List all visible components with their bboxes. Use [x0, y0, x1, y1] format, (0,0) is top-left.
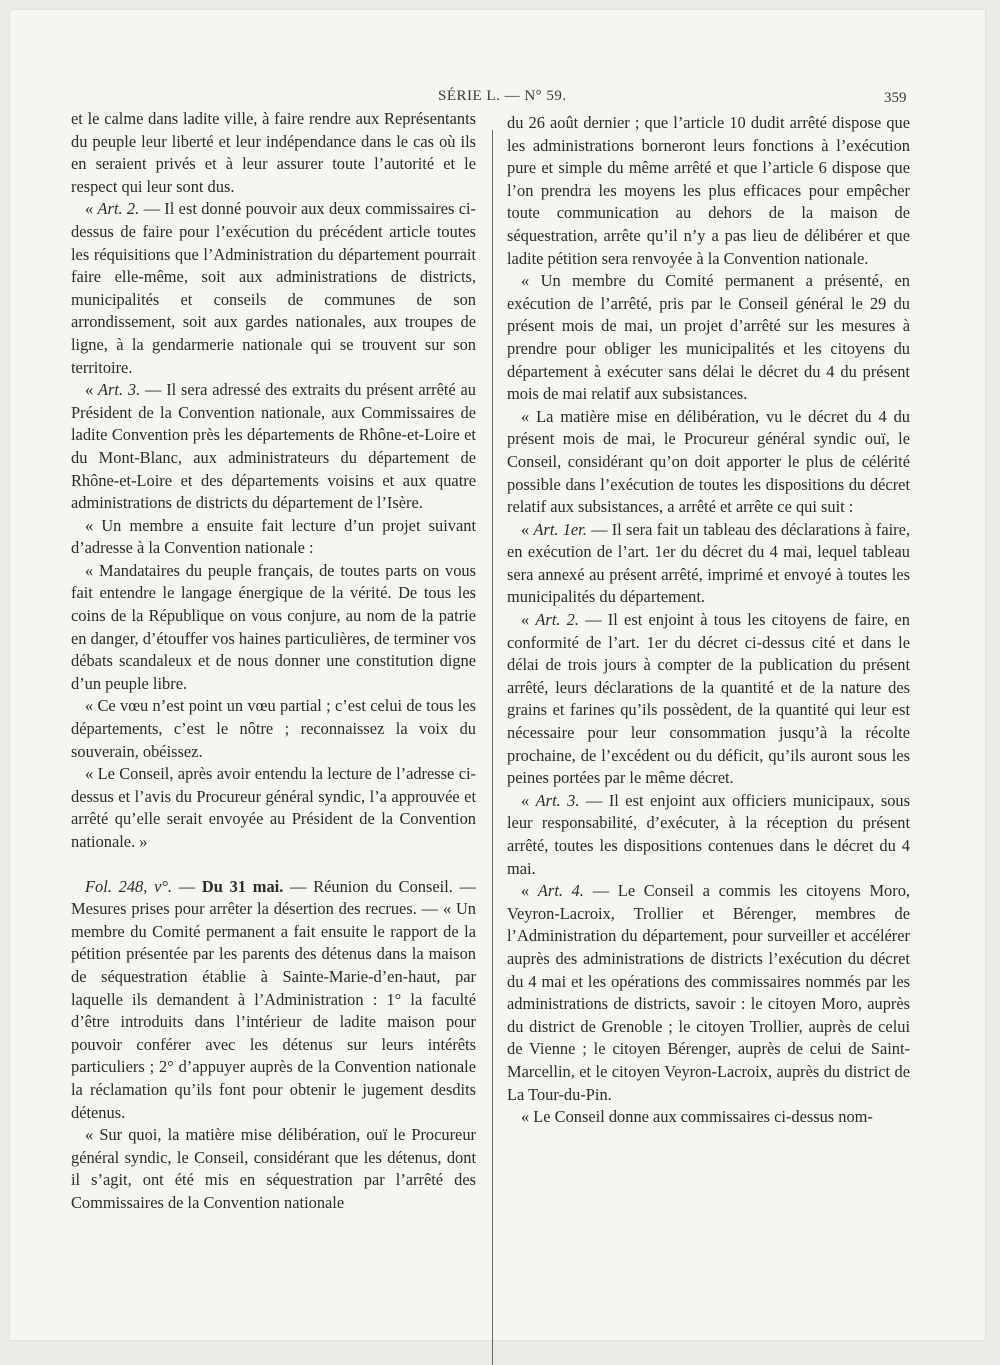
article-number: Art. 1er.: [533, 519, 587, 539]
article-quote: «: [521, 610, 536, 630]
article-quote: «: [521, 881, 538, 901]
paragraph: « La matière mise en délibération, vu le décret du 4 du présent mois de mai, le Procureur général syndic ouï, le Conseil, considérant qu’on doit apporter le plus de célérité possible dans l’exécution de toutes les dispositions du décret relatif aux subsistances, a arrêté et arrête ce qui suit :: [507, 406, 910, 517]
article-quote: «: [85, 380, 99, 400]
paragraph: et le calme dans ladite ville, à faire rendre aux Représentants du peuple leur liberté et leur indépendance dans le cas où ils en seraient privés et à leur assurer toute l’autorité et le respect qui leur sont dus.: [71, 109, 476, 196]
article-quote: «: [521, 519, 534, 539]
article-number: Art. 2.: [535, 610, 579, 630]
article-text: — Il est enjoint à tous les citoyens de faire, en conformité de l’art. 1er du décret ci-dessus cité et dans le délai de trois jours à compter de la publication du présent arrêté, leurs déclarations de la quantité et de la nature des grains et farines qu’ils possèdent, de la quantité qui leur est nécessaire pour leur consommation jusqu’à la récolte prochaine, de l’excédent ou du déficit, qu’ils auront sous les peines portées par le même décret.: [507, 610, 910, 788]
folio-entry: [71, 876, 476, 1125]
paragraph: du 26 août dernier ; que l’article 10 dudit arrêté dispose que les administrations borneront leurs fonctions à l’exécution pure et simple du même arrêté et que l’article 6 dispose que l’on prendra les moyens les plus efficaces pour empêcher toute communication au dehors de la maison de séquestration, arrête qu’il n’y a pas lieu de délibérer et que ladite pétition sera renvoyée à la Convention nationale.: [507, 113, 910, 268]
folio-text: — Réunion du Conseil. — Mesures prises pour arrêter la désertion des recrues. — « Un membre du Comité permanent a fait ensuite le rapport de la pétition présentée par les parents des détenus dans la maison de séquestration établie à Sainte-Marie-d’en-haut, par laquelle ils demandent à l’Administration : 1° la faculté d’être introduits dans l’intérieur de ladite maison pour pouvoir conférer avec les détenus sur leurs intérêts particuliers ; 2° d’appuyer auprès de la Convention nationale la réclamation qu’ils font pour obtenir le jugement desdits détenus.: [71, 876, 476, 1122]
left-column: [71, 108, 476, 1215]
article-paragraph: [507, 880, 910, 1106]
folio-reference: Fol. 248, v°.: [85, 876, 172, 896]
paragraph: « Le Conseil donne aux commissaires ci-dessus nom-: [521, 1107, 873, 1127]
article-paragraph: [507, 519, 910, 609]
paragraph: « Mandataires du peuple français, de toutes parts on vous fait entendre le langage énergique de la vérité. De tous les coins de la République on vous conjure, au nom de la patrie en danger, d’étouffer vos haines particulières, de terminer vos débats scandaleux et de nous donner une constitution digne d’un peuple libre.: [71, 560, 477, 693]
article-number: Art. 3.: [535, 790, 580, 810]
article-number: Art. 4.: [537, 881, 584, 901]
article-paragraph: [507, 790, 910, 880]
paragraph: « Un membre du Comité permanent a présenté, en exécution de l’arrêté, pris par le Conseil général le 29 du présent mois de mai, un projet d’arrêté sur les mesures à prendre pour obliger les municipalités et les citoyens du département à exécuter sans délai le décret du 4 du présent mois de mai relatif aux subsistances.: [507, 271, 910, 404]
column-divider: [492, 130, 493, 1365]
paragraph: « Le Conseil, après avoir entendu la lecture de l’adresse ci-dessus et l’avis du Procureur général syndic, l’a approuvée et arrêté qu’elle serait envoyée au Président de la Convention nationale. »: [71, 764, 476, 851]
article-number: Art. 2.: [97, 199, 140, 219]
article-text: — Le Conseil a commis les citoyens Moro, Veyron-Lacroix, Trollier et Bérenger, membres de l’Administration du département, pour surveiller et accélérer auprès des administrations de districts l’exécution du décret du 4 mai et les opérations des commissaires nommés par les administrations de districts, savoir : le citoyen Moro, auprès du district de Grenoble ; le citoyen Trollier, auprès de celui de Vienne ; le citoyen Bérenger, auprès de celui de Saint-Marcellin, et le citoyen Veyron-Lacroix, auprès du district de La Tour-du-Pin.: [507, 881, 911, 1104]
article-paragraph: [71, 198, 476, 379]
paragraph: « Ce vœu n’est point un vœu partial ; c’est celui de tous les départements, c’est le nôtre ; reconnaissez la voix du souverain, obéissez.: [71, 696, 476, 761]
article-quote: «: [85, 199, 98, 219]
article-number: Art. 3.: [98, 380, 141, 400]
article-text: — Il sera fait un tableau des déclarations à faire, en exécution de l’art. 1er du décret du 4 mai, lequel tableau sera annexé au présent arrêté, imprimé et envoyé à toutes les municipalités du département.: [507, 519, 910, 607]
article-text: — Il est donné pouvoir aux deux commissaires ci-dessus de faire pour l’exécution du précédent article toutes les réquisitions que l’Administration du département pourrait faire elle-même, soit aux administrations de districts, municipalités et conseils de communes de son arrondissement, soit aux gardes nationales, aux troupes de ligne, à la gendarmerie nationale qui se trouvent sur son territoire.: [71, 199, 477, 377]
article-paragraph: [507, 609, 910, 790]
folio-separator: —: [172, 876, 202, 896]
right-column: [507, 112, 910, 1129]
document-page: [10, 10, 985, 1340]
article-quote: «: [521, 790, 536, 810]
article-text: — Il sera adressé des extraits du présent arrêté au Président de la Convention nationale, aux Commissaires de ladite Convention près les départements de Rhône-et-Loire et du Mont-Blanc, aux administrateurs du département de Rhône-et-Loire et des départements voisins et aux quatre administrations de districts du département de l’Isère.: [71, 380, 476, 513]
article-paragraph: [71, 379, 476, 515]
entry-date: Du 31 mai.: [201, 876, 284, 896]
paragraph: « Sur quoi, la matière mise délibération, ouï le Procureur général syndic, le Conseil, considérant que les détenus, dont il s’agit, ont été mis en séquestration par l’arrêté des Commissaires de la Convention nationale: [71, 1125, 476, 1212]
running-title: SÉRIE L. — N° 59.: [438, 88, 567, 104]
article-text: — Il est enjoint aux officiers municipaux, sous leur responsabilité, d’exécuter, à la réception du présent arrêté, toutes les dispositions contenues dans le décret du 4 mai.: [507, 790, 910, 878]
paragraph: « Un membre a ensuite fait lecture d’un projet suivant d’adresse à la Convention nationale :: [71, 515, 476, 558]
page-number: 359: [884, 90, 907, 106]
